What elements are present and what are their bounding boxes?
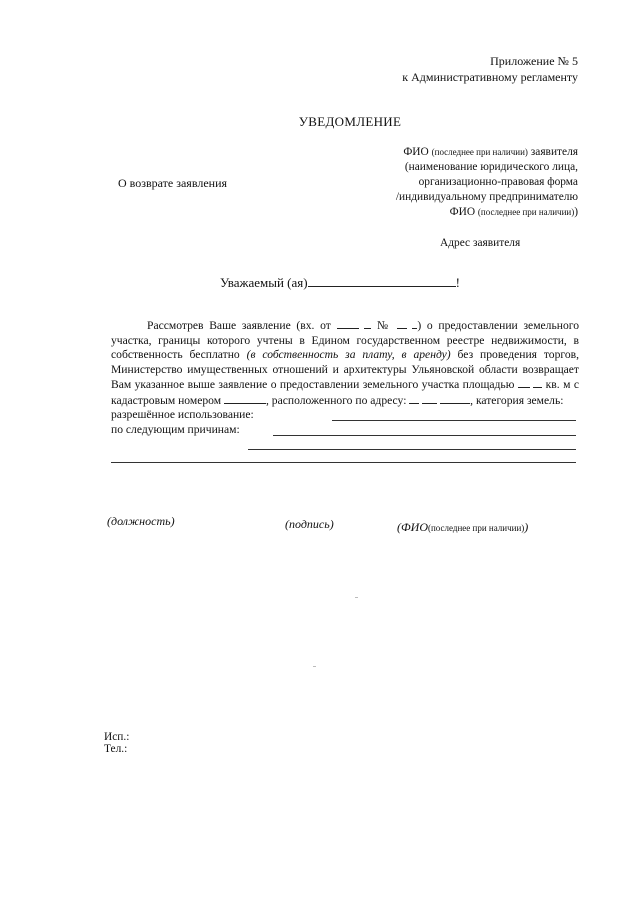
applicant-entrepreneur-fio [300, 205, 578, 220]
body-application-received: Рассмотрев Ваше заявление (вх. от [147, 319, 331, 332]
entrepreneur-fio-label: ФИО [449, 206, 476, 218]
body-ministry-returns: без проведения торгов, Министерство имущественных отношений и архитектуры Ульяновской области возвращает Вам указанное выше заявление о предоставлении земельного участка площадью [111, 348, 580, 391]
body-land-category: , категория земель: [470, 393, 564, 407]
entrepreneur-fio-tail: ) [574, 206, 578, 218]
area-blank-2 [533, 377, 542, 388]
land-category-line [332, 420, 576, 421]
addressee-name-blank [308, 276, 456, 287]
applicant-fio-tail: заявителя [530, 146, 578, 158]
subject-line: О возврате заявления [118, 176, 228, 190]
greeting-exclamation: ! [455, 275, 460, 290]
document-title: УВЕДОМЛЕНИЕ [298, 114, 402, 129]
body-cadastral-number: кв. м с кадастровым номером [111, 378, 579, 407]
signer-fio-note: (последнее при наличии) [427, 523, 525, 533]
applicant-block [300, 145, 578, 220]
signature-caption: (подпись) [285, 517, 334, 531]
scan-speck [355, 597, 358, 598]
body-reasons: по следующим причинам: [111, 422, 240, 436]
received-date-blank [337, 318, 359, 329]
reasons-line-1 [248, 449, 576, 450]
signer-fio-label: (ФИО [397, 520, 428, 534]
entrepreneur-fio-note: (последнее при наличии) [477, 207, 575, 217]
signer-fio-tail: ) [524, 520, 529, 534]
number-sign: № [377, 319, 391, 332]
applicant-entrepreneur: /индивидуальному предпринимателю [395, 191, 578, 203]
body-permitted-use: разрешённое использование: [111, 408, 254, 421]
address-blank-3 [440, 393, 470, 404]
reasons-line-2 [111, 462, 576, 463]
greeting-prefix: Уважаемый (ая) [220, 275, 308, 290]
received-date-blank-2 [364, 318, 371, 329]
executor-label: Исп.: [104, 731, 130, 743]
position-caption: (должность) [107, 514, 175, 528]
regulation-reference: к Административному регламенту [402, 70, 578, 84]
address-blank-2 [422, 393, 437, 404]
appendix-number: Приложение № 5 [490, 54, 578, 68]
applicant-address: Адрес заявителя [440, 237, 521, 249]
received-number-blank [397, 318, 407, 329]
signer-fio-caption [397, 520, 528, 535]
area-blank [518, 377, 530, 388]
body-land-plot: ) о предоставлении земельного участка, границы которого учтены в Едином государственном реестре недвижимости, в собственность бесплатно [111, 319, 580, 361]
greeting-line [220, 275, 490, 291]
applicant-fio-note: (последнее при наличии) [431, 147, 528, 157]
address-blank [409, 393, 419, 404]
scan-speck [313, 666, 316, 667]
applicant-fio-line [300, 145, 578, 160]
applicant-fio-label: ФИО [403, 146, 429, 158]
body-located-at: , расположенного по адресу: [265, 393, 407, 407]
phone-label: Тел.: [104, 743, 128, 755]
applicant-org-form: организационно-правовая форма [418, 176, 578, 188]
body-alternative-ownership: (в собственность за плату, в аренду) [246, 348, 451, 361]
cadastral-number-blank [224, 393, 266, 404]
permitted-use-line [273, 435, 576, 436]
applicant-org-name: (наименование юридического лица, [404, 161, 578, 173]
